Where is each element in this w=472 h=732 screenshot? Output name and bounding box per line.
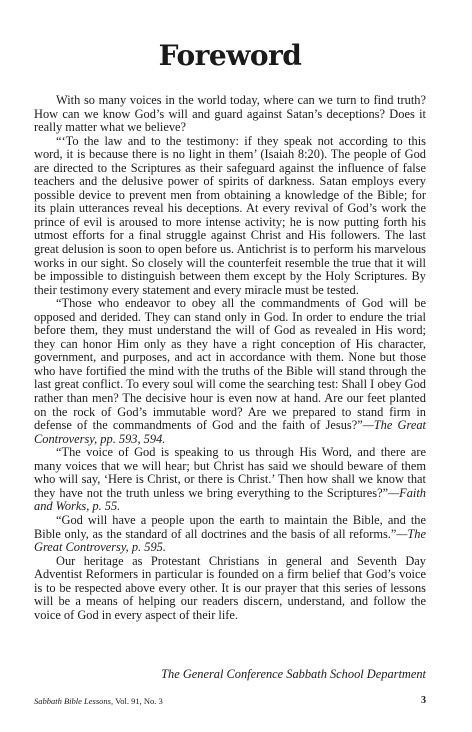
paragraph-text: “God will have a people upon the earth to maintain the Bible, and the Bible only, as the standard of all doctrines and the basis of all reforms.” bbox=[34, 512, 426, 541]
page bbox=[34, 0, 426, 732]
paragraph bbox=[34, 446, 426, 514]
paragraph bbox=[34, 297, 426, 446]
citation: —Faith and Works, p. 55. bbox=[34, 485, 426, 514]
page-title: Foreword bbox=[158, 39, 302, 72]
foreword-body bbox=[34, 94, 426, 622]
paragraph-text: With so many voices in the world today, where can we turn to find truth? How can we know God’s will and guard against Satan’s deceptions? Does it really matter what we believe? bbox=[34, 93, 426, 135]
paragraph bbox=[34, 135, 426, 298]
paragraph bbox=[34, 555, 426, 623]
paragraph-text: Our heritage as Protestant Christians in general and Seventh Day Adventist Reformers in particular is founded on a firm belief that God’s voice is to be respected above every other. It is our prayer that this series of lessons will be a means of helping our readers discern, understand, and follow the voice of God in every aspect of their life. bbox=[34, 553, 426, 622]
paragraph bbox=[34, 514, 426, 555]
paragraph bbox=[34, 94, 426, 135]
paragraph-text: “The voice of God is speaking to us through His Word, and there are many voices that we will hear; but Christ has said we should beware of them who will say, ‘Here is Christ, or there is Christ.’ Then how shall we know that they have not the truth unless we bring everything to the Scriptures?” bbox=[34, 445, 426, 500]
publication-title: Sabbath Bible Lessons, bbox=[34, 696, 114, 706]
footer-publication bbox=[34, 696, 163, 706]
publication-volume: Vol. 91, No. 3 bbox=[115, 696, 163, 706]
signature: The General Conference Sabbath School Department bbox=[161, 667, 426, 681]
page-number: 3 bbox=[421, 695, 426, 706]
paragraph-text: “‘To the law and to the testimony: if they speak not according to this word, it is because there is no light in them’ (Isaiah 8:20). The people of God are directed to the Scriptures as their safeguard against the influence of false teachers and the delusive power of spirits of darkness. Satan employs every possible device to prevent men from obtaining a knowledge of the Bible; for its plain utterances reveal his deceptions. At every revival of God’s work the prince of evil is aroused to more intense activity; he is now putting forth his utmost efforts for a final struggle against Christ and His followers. The last great delusion is soon to open before us. Antichrist is to perform his marvelous works in our sight. So closely will the counterfeit resemble the true that it will be impossible to distinguish between them except by the Holy Scriptures. By their testimony every statement and every miracle must be tested. bbox=[34, 133, 426, 297]
citation: —The Great Controversy, p. 595. bbox=[34, 526, 426, 555]
paragraph-text: “Those who endeavor to obey all the commandments of God will be opposed and derided. They can stand only in God. In order to endure the trial before them, they must understand the will of God as revealed in His word; they can honor Him only as they have a right conception of His character, government, and purposes, and act in accordance with them. None but those who have fortified the mind with the truths of the Bible will stand through the last great conflict. To every soul will come the searching test: Shall I obey God rather than men? The decisive hour is even now at hand. Are our feet planted on the rock of God’s immutable word? Are we prepared to stand firm in defense of the commandments of God and the faith of Jesus?” bbox=[34, 296, 426, 433]
citation: —The Great Controversy, pp. 593, 594. bbox=[34, 418, 426, 446]
page-footer bbox=[34, 696, 426, 706]
